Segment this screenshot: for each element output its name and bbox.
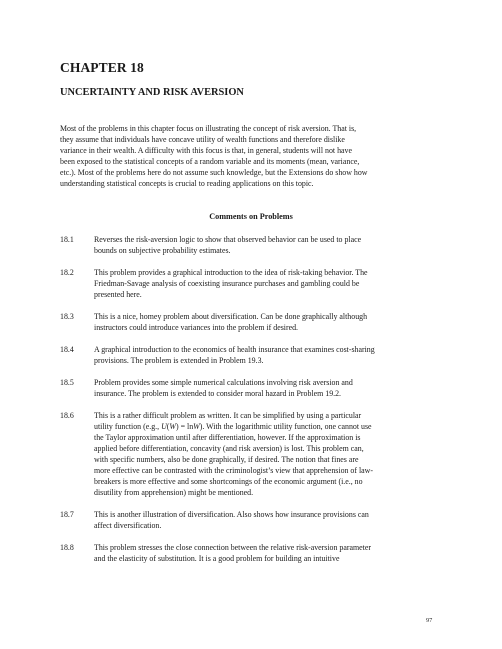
chapter-label: CHAPTER 18 <box>60 60 144 75</box>
problem-number: 18.3 <box>60 312 74 321</box>
problem-line-with-formula <box>94 421 460 432</box>
problem-item <box>60 542 460 564</box>
problem-item <box>60 344 460 366</box>
problem-text <box>94 410 460 498</box>
problem-line: presented here. <box>94 290 142 299</box>
problem-line: more effective can be contrasted with the criminologist’s view that apprehension of law- <box>94 466 374 475</box>
intro-line: been exposed to the statistical concepts of a random variable and its moments (mean, variance, <box>60 157 360 166</box>
page-number: 97 <box>426 617 433 624</box>
problem-text <box>94 509 460 531</box>
problem-line: Problem provides some simple numerical calculations involving risk aversion and <box>94 378 353 387</box>
problem-item <box>60 234 460 256</box>
intro-line: understanding statistical concepts is crucial to reading applications on this topic. <box>60 179 314 188</box>
problem-number: 18.7 <box>60 510 74 519</box>
problem-line: applied before differentiation, concavity (and risk aversion) is lost. This problem can, <box>94 444 364 453</box>
formula-mid: ) = ln <box>175 422 194 431</box>
formula-u: U <box>161 422 167 431</box>
intro-paragraph <box>60 123 460 189</box>
problem-text <box>94 542 460 564</box>
problem-line: A graphical introduction to the economics of health insurance that examines cost-sharing <box>94 345 375 354</box>
formula-open: ( <box>166 422 170 431</box>
problem-line: breakers is more effective and some shortcomings of the economic argument (i.e., no <box>94 477 363 486</box>
problem-text <box>94 377 460 399</box>
problem-text <box>94 344 460 366</box>
problem-item <box>60 509 460 531</box>
problem-number: 18.2 <box>60 268 74 277</box>
problem-line: This is a rather difficult problem as written. It can be simplified by using a particular <box>94 411 362 420</box>
problem-line: This problem provides a graphical introduction to the idea of risk-taking behavior. The <box>94 268 368 277</box>
problem-line: and the elasticity of substitution. It is a good problem for building an intuitive <box>94 554 340 563</box>
utility-after: ). With the logarithmic utility function, one cannot use <box>199 422 372 431</box>
problem-number: 18.6 <box>60 411 74 420</box>
problem-number: 18.4 <box>60 345 74 354</box>
problem-line: the Taylor approximation until after differentiation, however. If the approximation is <box>94 433 361 442</box>
problem-number: 18.1 <box>60 235 74 244</box>
intro-line: Most of the problems in this chapter focus on illustrating the concept of risk aversion. That is, <box>60 124 357 133</box>
problem-item <box>60 267 460 300</box>
problem-number: 18.8 <box>60 543 74 552</box>
problem-line: This is a nice, homey problem about diversification. Can be done graphically although <box>94 312 368 321</box>
formula-w2: W <box>193 422 200 431</box>
problem-line: with specific numbers, also be done graphically, if desired. The notion that fines are <box>94 455 359 464</box>
problem-line: disutility from apprehension) might be mentioned. <box>94 488 254 497</box>
section-heading: Comments on Problems <box>209 212 293 221</box>
problem-line: affect diversification. <box>94 521 162 530</box>
problem-line: instructors could introduce variances into the problem if desired. <box>94 323 299 332</box>
intro-line: etc.). Most of the problems here do not assume such knowledge, but the Extensions do show how <box>60 168 368 177</box>
intro-line: they assume that individuals have concave utility of wealth functions and therefore dislike <box>60 135 345 144</box>
formula-w: W <box>169 422 176 431</box>
problem-line: This is another illustration of diversification. Also shows how insurance provisions can <box>94 510 369 519</box>
utility-before: utility function (e.g., <box>94 422 162 431</box>
problem-line: Reverses the risk-aversion logic to show that observed behavior can be used to place <box>94 235 362 244</box>
problem-line: provisions. The problem is extended in Problem 19.3. <box>94 356 264 365</box>
chapter-title: UNCERTAINTY AND RISK AVERSION <box>60 87 244 98</box>
intro-line: variance in their wealth. A difficulty with this focus is that, in general, students will not have <box>60 146 352 155</box>
problem-number: 18.5 <box>60 378 74 387</box>
problem-line: bounds on subjective probability estimates. <box>94 246 231 255</box>
problem-line: insurance. The problem is extended to consider moral hazard in Problem 19.2. <box>94 389 342 398</box>
problem-text <box>94 234 460 256</box>
problem-list <box>60 234 460 575</box>
problem-item <box>60 410 460 498</box>
problem-line: This problem stresses the close connection between the relative risk-aversion parameter <box>94 543 371 552</box>
problem-text <box>94 311 460 333</box>
problem-item <box>60 311 460 333</box>
problem-item <box>60 377 460 399</box>
problem-line: Friedman-Savage analysis of coexisting insurance purchases and gambling could be <box>94 279 360 288</box>
problem-text <box>94 267 460 300</box>
